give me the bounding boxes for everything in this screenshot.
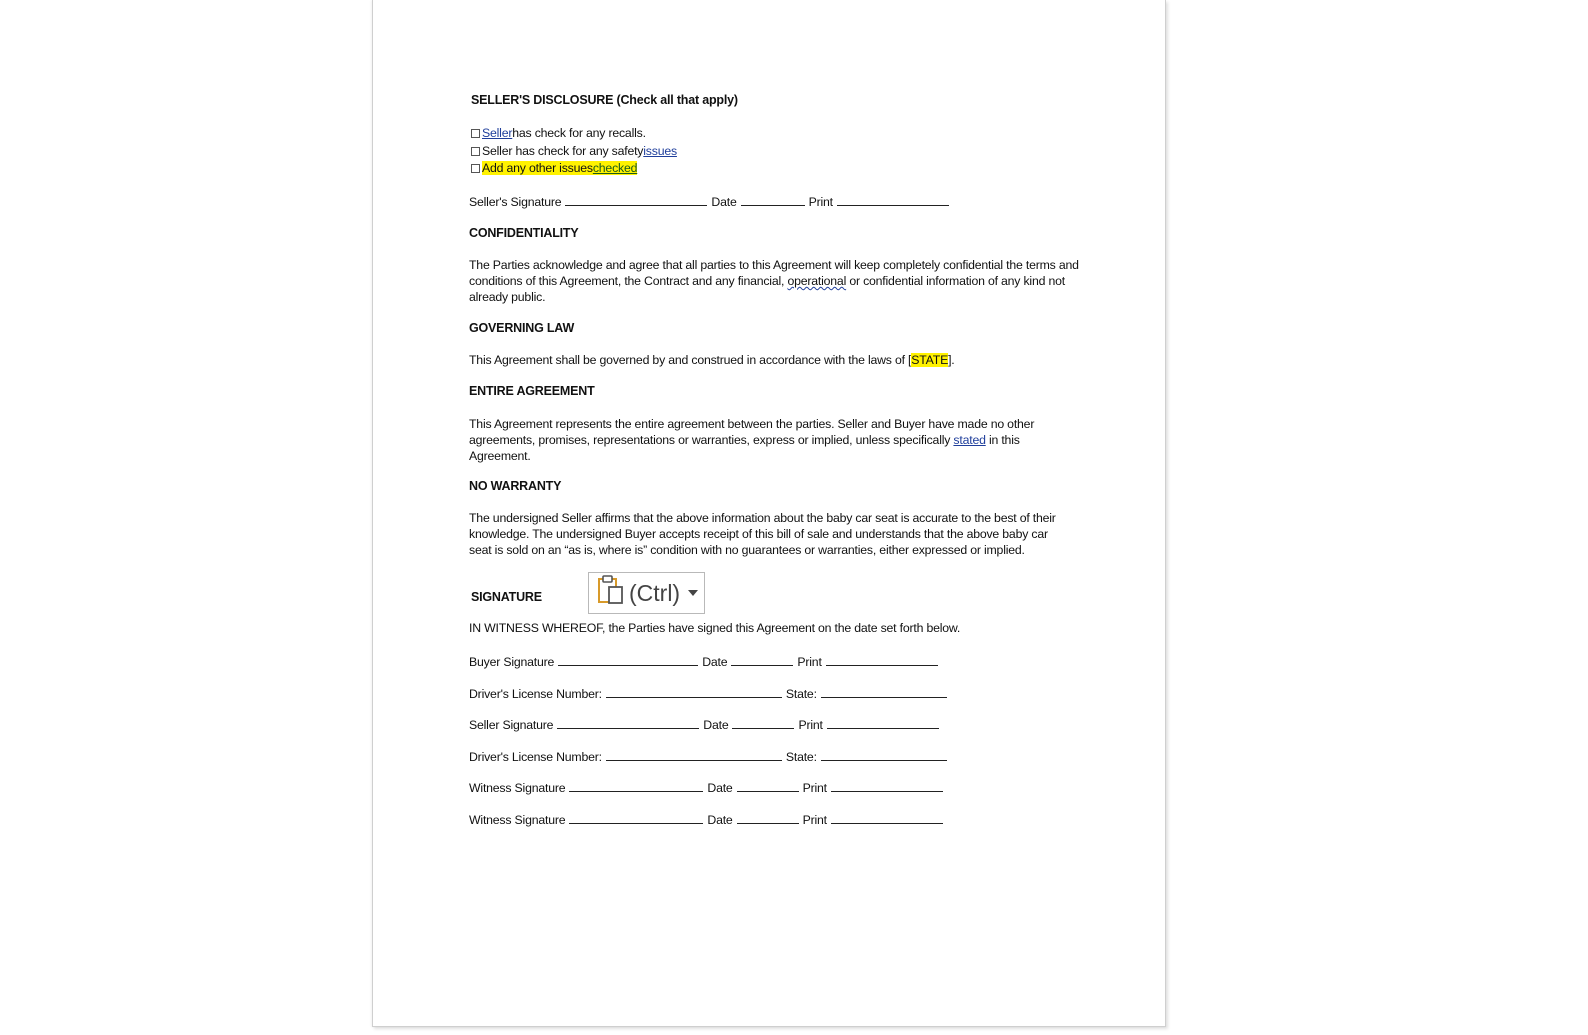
checkbox[interactable] <box>471 129 480 138</box>
seller-link[interactable]: Seller <box>482 126 513 140</box>
license-blank[interactable] <box>606 749 782 761</box>
signature-intro: IN WITNESS WHEREOF, the Parties have signed this Agreement on the date set forth below. <box>469 621 961 635</box>
checked-link[interactable]: checked <box>592 161 638 175</box>
state-placeholder: STATE <box>911 353 949 367</box>
paste-options-button[interactable] <box>588 572 705 614</box>
sellers-disclosure-heading: SELLER'S DISCLOSURE (Check all that apply) <box>471 93 738 107</box>
governing-law-heading: GOVERNING LAW <box>469 321 575 335</box>
signature-heading: SIGNATURE <box>471 590 542 604</box>
confidentiality-text: The Parties acknowledge and agree that all parties to this Agreement will keep completely confidential the terms and conditions of this Agreement, the Contract and any financial, operational or confidential information of any kind not already public. <box>469 258 1079 304</box>
governing-law-text: This Agreement shall be governed by and construed in accordance with the laws of [STATE]. <box>469 353 955 367</box>
no-warranty-text: The undersigned Seller affirms that the above information about the baby car seat is accurate to the best of their knowledge. The undersigned Buyer accepts receipt of this bill of sale and understands that the above baby car seat is sold on an “as is, where is” condition with no guarantees or warranties, either expressed or implied. <box>469 511 1056 557</box>
date-blank[interactable] <box>737 780 799 792</box>
no-warranty-heading: NO WARRANTY <box>469 479 562 493</box>
chevron-down-icon[interactable] <box>688 590 698 596</box>
seller-signature-line-2: Seller Signature Date Print <box>469 717 943 732</box>
checkbox[interactable] <box>471 164 480 173</box>
date-blank[interactable] <box>741 194 805 206</box>
date-blank[interactable] <box>732 717 794 729</box>
state-blank[interactable] <box>821 686 947 698</box>
print-blank[interactable] <box>826 654 938 666</box>
entire-agreement-heading: ENTIRE AGREEMENT <box>469 384 595 398</box>
print-blank[interactable] <box>837 194 949 206</box>
witness-signature-line-1: Witness Signature Date Print <box>469 780 947 795</box>
state-blank[interactable] <box>821 749 947 761</box>
disclosure-item-other: Add any other issues checked <box>471 161 637 175</box>
seller-signature-line: Seller's Signature Date Print <box>469 194 953 209</box>
signature-blank[interactable] <box>557 717 699 729</box>
signature-blank[interactable] <box>569 780 703 792</box>
checkbox[interactable] <box>471 147 480 156</box>
paste-options-label: (Ctrl) <box>629 579 681 606</box>
buyer-signature-line: Buyer Signature Date Print <box>469 654 942 669</box>
document-page <box>372 0 1166 1027</box>
witness-signature-line-2: Witness Signature Date Print <box>469 812 947 827</box>
date-blank[interactable] <box>737 812 799 824</box>
entire-agreement-text: This Agreement represents the entire agreement between the parties. Seller and Buyer have made no other agreements, promises, representations or warranties, express or implied, unless specifically stated in this Agreement. <box>469 417 1035 463</box>
stated-link[interactable]: stated <box>953 433 986 447</box>
signature-blank[interactable] <box>569 812 703 824</box>
disclosure-item-safety: Seller has check for any safety issues <box>471 144 677 158</box>
signature-blank[interactable] <box>558 654 698 666</box>
print-blank[interactable] <box>831 812 943 824</box>
operational-word: operational <box>787 274 847 288</box>
clipboard-icon <box>597 574 625 612</box>
print-blank[interactable] <box>827 717 939 729</box>
signature-blank[interactable] <box>565 194 707 206</box>
confidentiality-heading: CONFIDENTIALITY <box>469 226 579 240</box>
buyer-license-line: Driver's License Number: State: <box>469 686 951 701</box>
license-blank[interactable] <box>606 686 782 698</box>
seller-license-line: Driver's License Number: State: <box>469 749 951 764</box>
date-blank[interactable] <box>731 654 793 666</box>
issues-link[interactable]: issues <box>643 144 677 158</box>
disclosure-item-recalls: Seller has check for any recalls. <box>471 126 646 140</box>
print-blank[interactable] <box>831 780 943 792</box>
